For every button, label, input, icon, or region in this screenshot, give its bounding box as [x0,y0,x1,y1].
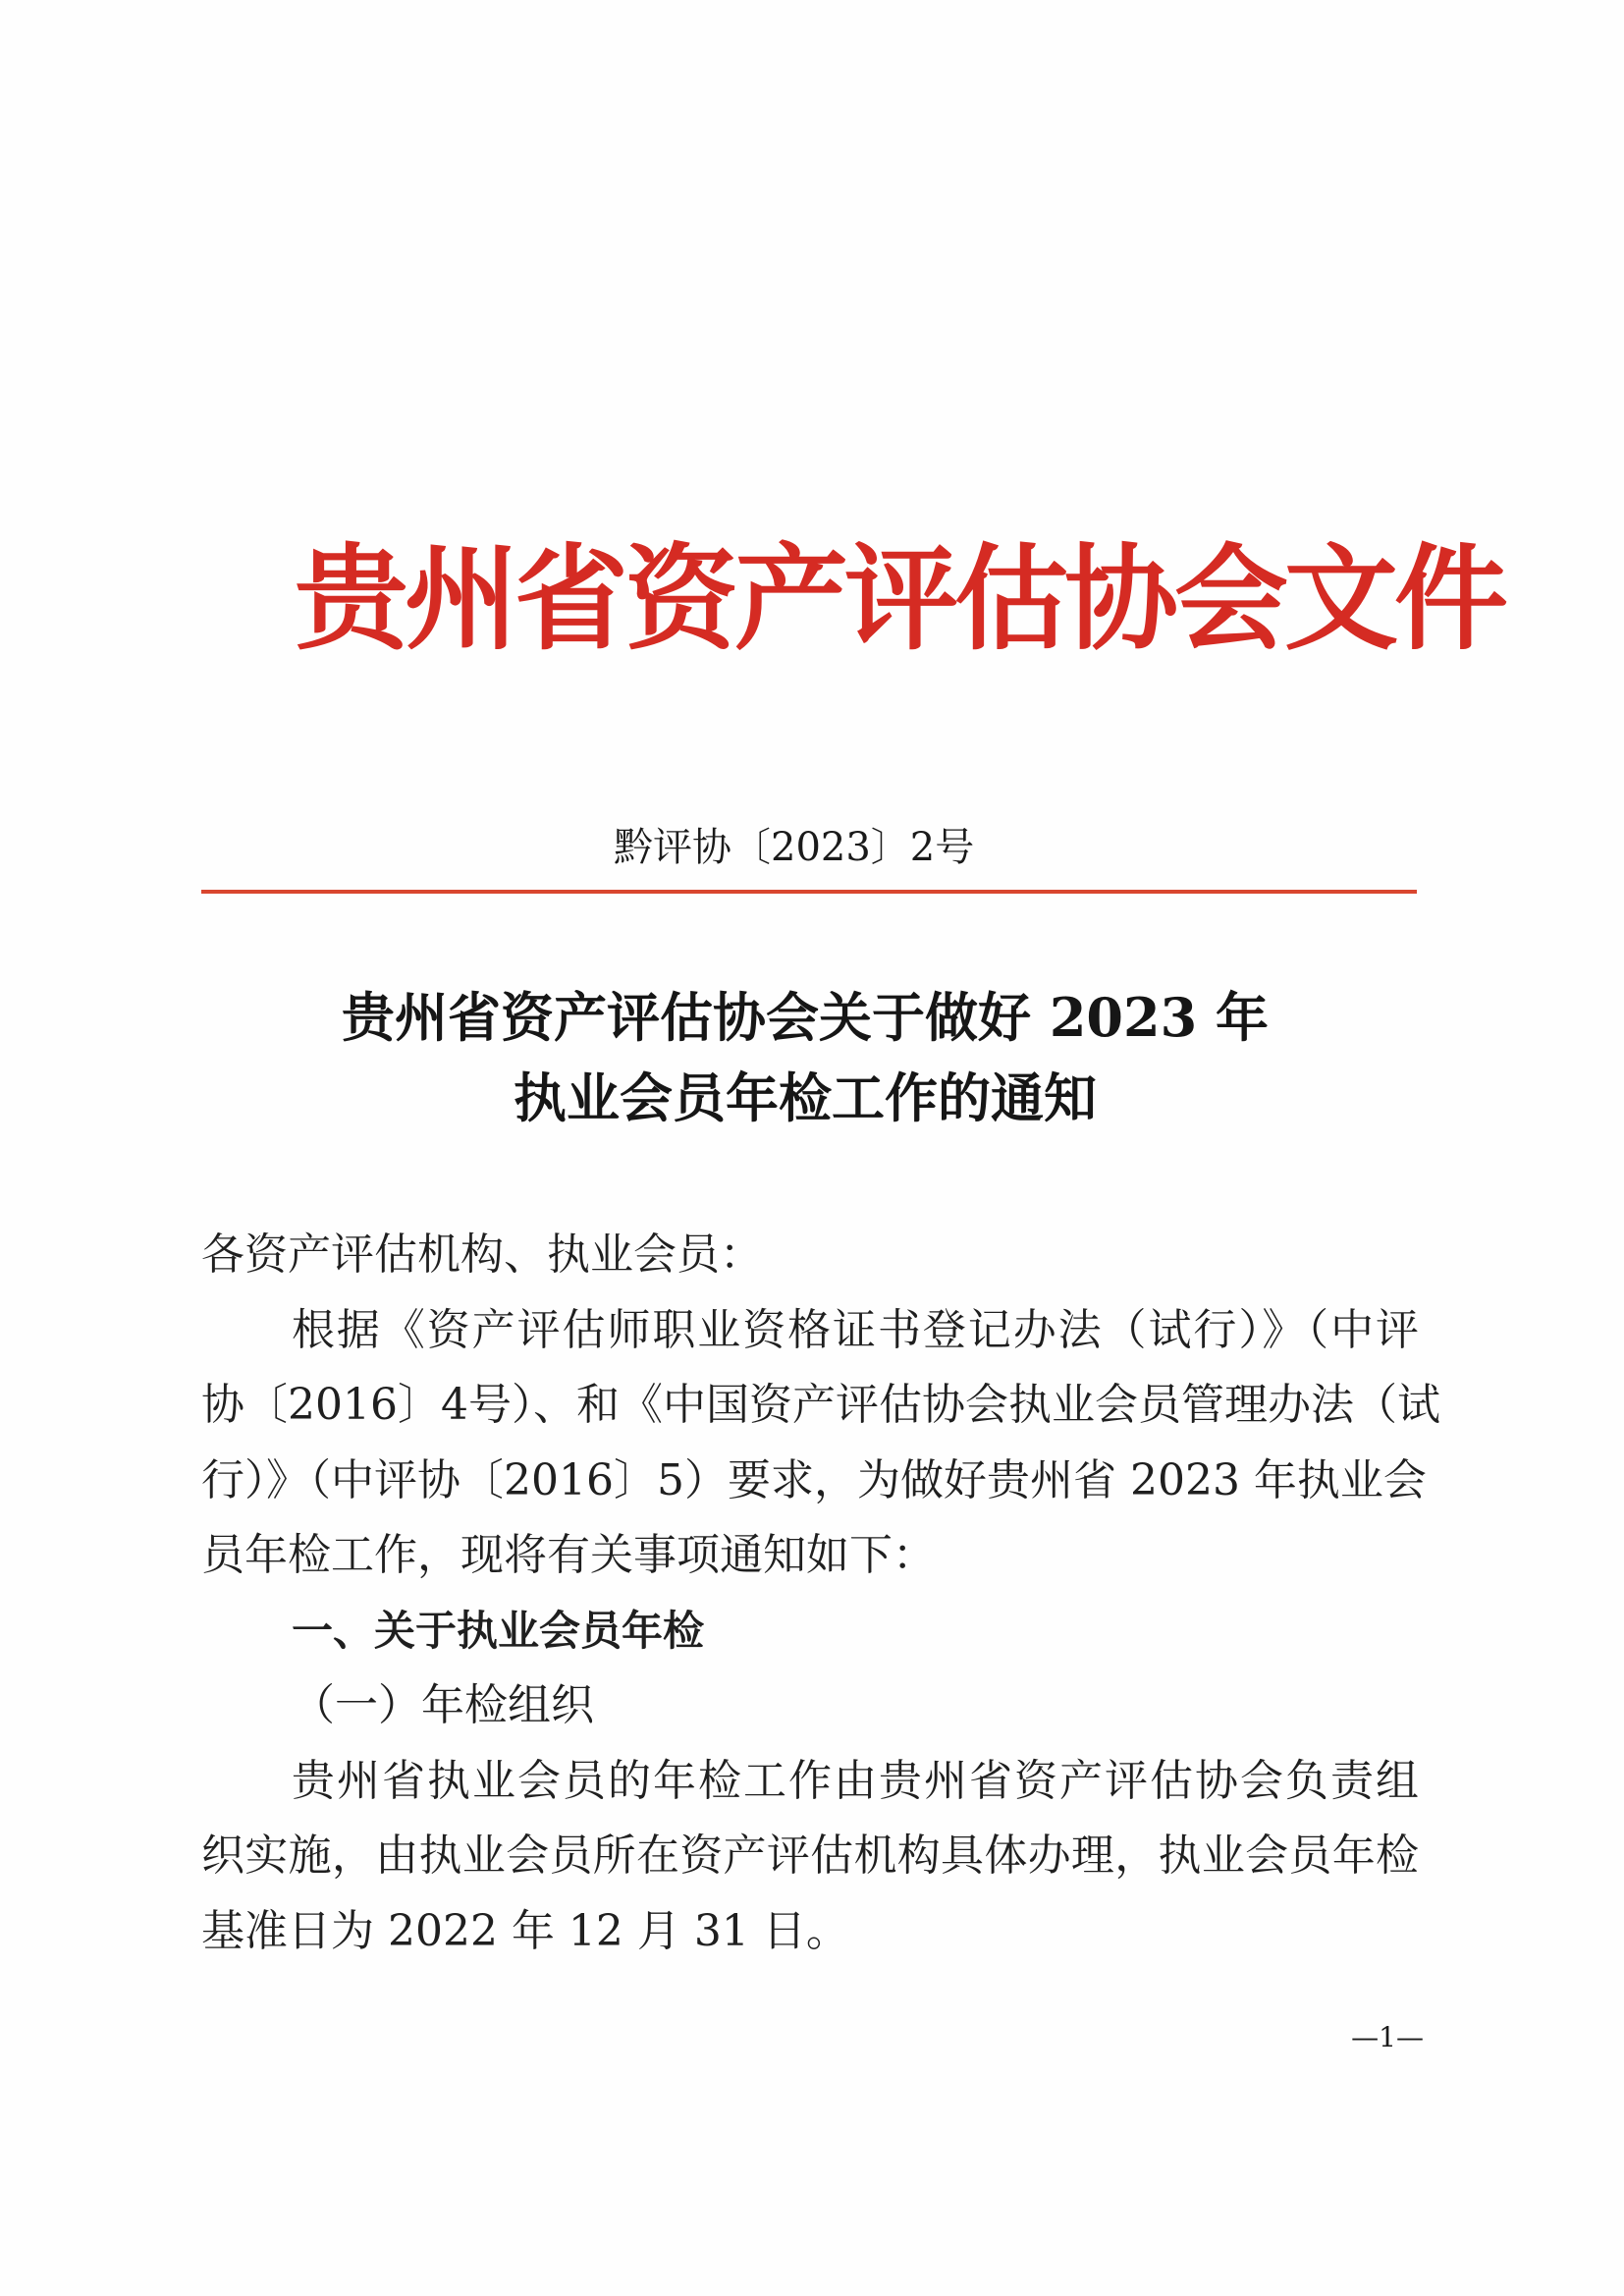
issuer-header-title: 贵州省资产评估协会文件 [295,532,1504,666]
notice-title-line-2: 执业会员年检工作的通知 [514,1066,1097,1129]
notice-title-line-1: 贵州省资产评估协会关于做好 2023 年 [342,986,1269,1049]
paragraph-2-line-2: 织实施，由执业会员所在资产评估机构具体办理，执业会员年检 [201,1831,1419,1881]
notice-body [201,1218,1440,1969]
document-number: 黔评协〔2023〕2号 [614,825,975,870]
paragraph-2-line-3: 基准日为 2022 年 12 月 31 日。 [201,1905,849,1956]
section-1-heading: 一、关于执业会员年检 [292,1606,705,1655]
paragraph-1-line-1: 根据《资产评估师职业资格证书登记办法（试行）》（中评 [292,1304,1419,1355]
page-number: —1— [1351,2021,1424,2053]
paragraph-1-line-4: 员年检工作，现将有关事项通知如下： [201,1530,936,1580]
subsection-1-heading: （一）年检组织 [292,1680,594,1730]
notice-title [196,977,1414,1138]
paragraph-1-line-2: 协〔2016〕4号）、和《中国资产评估协会执业会员管理办法（试 [201,1380,1440,1430]
paragraph-1-line-3: 行）》（中评协〔2016〕5）要求，为做好贵州省 2023 年执业会 [201,1454,1427,1505]
salutation: 各资产评估机构、执业会员： [201,1230,763,1280]
red-divider-line [201,890,1417,894]
paragraph-2-line-1: 贵州省执业会员的年检工作由贵州省资产评估协会负责组 [292,1755,1419,1806]
